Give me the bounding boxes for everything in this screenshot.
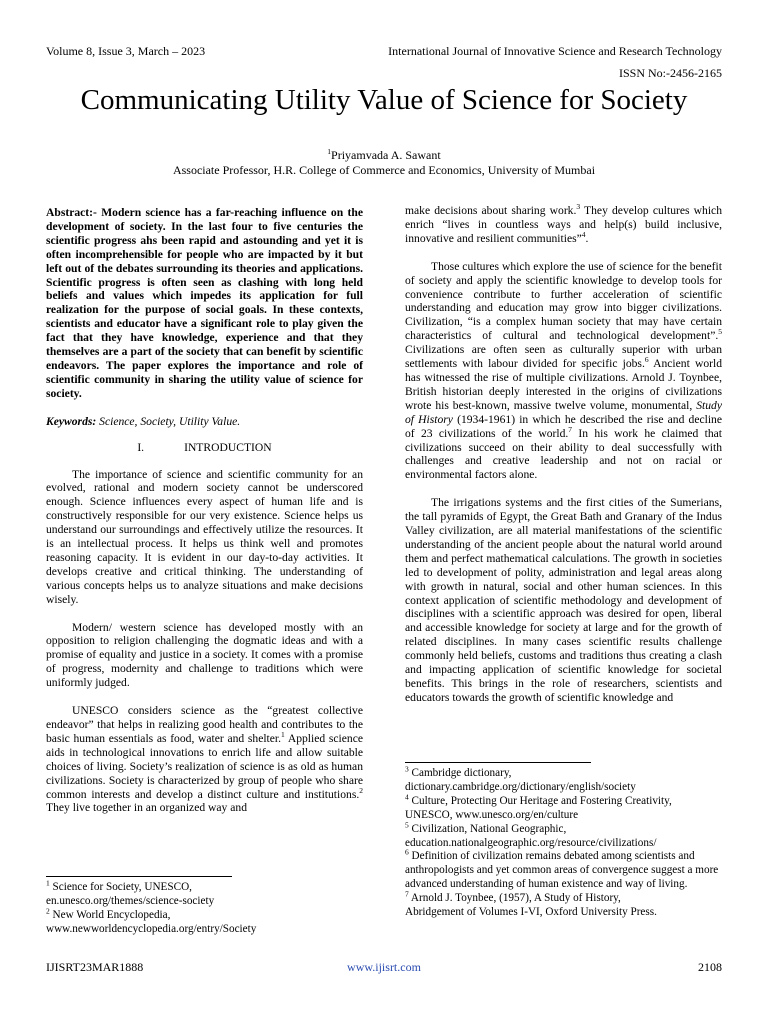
footnote-text: Arnold J. Toynbee, (1957), A Study of History, (408, 892, 621, 905)
footnote-link[interactable]: www.newworldencyclopedia.org/entry/Society (46, 922, 257, 935)
text-run: Those cultures which explore the use of science for the benefit of society and apply the scientific knowledge to develop tools for convenience contribute to further acceleration of scientific understanding and education may grow into bigger civilizations. Civilization, “is a complex human society that may have certain characteristics of cultural and technological development”. (405, 259, 722, 343)
footnote-ref-3[interactable]: 3 (576, 202, 581, 212)
civilization-paragraph (405, 260, 722, 483)
footnote-text: Culture, Protecting Our Heritage and Fostering Creativity, (408, 794, 672, 807)
book-title: Study of History (405, 398, 722, 426)
text-run: make decisions about sharing work. (405, 204, 577, 217)
author-sup: 1 (327, 147, 332, 156)
footnote-ref-1[interactable]: 1 (281, 730, 285, 740)
footnote-ref-7[interactable]: 7 (568, 424, 573, 434)
footnote-ref-4[interactable]: 4 (581, 229, 586, 239)
footnote-number: 7 (405, 889, 409, 899)
text-run: They live together in an organized way and (46, 801, 247, 815)
footnote-text: New World Encyclopedia, (49, 908, 171, 921)
footnote-text: Cambridge dictionary, (408, 767, 512, 779)
text-run: Applied science aids in technological innovations to enrich life and allow suitable choices of living. Society’s realization of science is as old as human civilizations. Society is characterized by group of people who share common interests and develop a distinct culture and institutions. (46, 731, 363, 801)
footnote-link[interactable]: en.unesco.org/themes/science-society (46, 894, 215, 907)
footer-article-id: IJISRT23MAR1888 (46, 960, 144, 974)
footer-website-link[interactable]: www.ijisrt.com (347, 960, 421, 974)
footnote-text: Science for Society, UNESCO, (49, 881, 192, 893)
author-name: Priyamvada A. Sawant (331, 148, 441, 162)
text-run: Ancient world has witnessed the rise of multiple civilizations. Arnold J. Toynbee, British historian deeply interested in the origins of civilizations wrote his best-known, massive twelve volume, monumental, (405, 357, 722, 412)
footnote-number: 3 (405, 764, 409, 774)
text-run: (1934-1961) in which he described the rise and decline of 23 civilizations of the world. (405, 412, 722, 440)
footnote-text-cont: Abridgement of Volumes I-VI, Oxford University Press. (405, 906, 657, 919)
footnote-text: Definition of civilization remains debated among scientists and anthropologists and yet common areas of convergence suggest a more advanced understanding of human existence and way of living. (405, 850, 719, 891)
section-title: INTRODUCTION (184, 440, 272, 454)
footnote-rule (46, 876, 232, 877)
footnote-link[interactable]: dictionary.cambridge.org/dictionary/english/society (405, 780, 636, 793)
keywords-label: Keywords: (46, 414, 97, 428)
text-run: UNESCO considers science as the “greatest collective endeavor” that helps in realizing good health and contributes to the basic human essentials as food, water and shelter. (46, 704, 363, 745)
footnote-ref-2[interactable]: 2 (359, 785, 363, 795)
footnote-text: Civilization, National Geographic, (408, 822, 567, 835)
author-line (0, 148, 768, 163)
footnote-link[interactable]: education.nationalgeographic.org/resource/civilizations/ (405, 836, 657, 849)
footnote-number: 2 (46, 906, 50, 916)
text-run: Civilizations are often seen as culturally superior with urban settlements with labour divided for specific jobs. (405, 343, 722, 371)
footnote (405, 847, 725, 892)
text-run: In his work he claimed that civilizations succeed on their ability to deal successfully with challenges and creative leadership and not on racial or environmental factors alone. (405, 426, 722, 482)
keywords (46, 415, 363, 429)
text-run: . (585, 231, 589, 245)
footnote (405, 889, 725, 920)
left-column (46, 206, 363, 815)
footnote (405, 764, 725, 795)
footnote-number: 6 (405, 847, 409, 857)
footnote-rule (405, 762, 591, 763)
footnote-number: 5 (405, 819, 409, 829)
footnote (405, 792, 725, 823)
footnote (46, 906, 363, 937)
footnote-number: 4 (405, 792, 409, 802)
header-volume: Volume 8, Issue 3, March – 2023 (46, 44, 206, 58)
section-heading (46, 441, 363, 455)
footnote (405, 819, 725, 851)
header-issn: ISSN No:-2456-2165 (618, 66, 722, 80)
intro-paragraph-2: Modern/ western science has developed mostly with an opposition to religion challenging the dogmatic ideas and with a promise of equality and justice in a society. It comes with a promise of progress, modernity and challenge to traditions which were uniformly judged. (46, 620, 363, 690)
footnote-ref-5[interactable]: 5 (718, 327, 722, 337)
header-journal: International Journal of Innovative Science and Research Technology (388, 44, 722, 58)
section-number: I. (137, 440, 145, 454)
irrigation-paragraph: The irrigations systems and the first cities of the Sumerians, the tall pyramids of Egypt, the Great Bath and Granary of the Indus Valley civilization, are all material manifestations of the scientific understanding of the ancient people about the natural world around them and perfect mathematical calculations. The growth in societies led to development of polity, administration and legal areas along with growth in natural, social and other human sciences. In this context application of scientific methodology and development of disciplines with a scientific approach was desired for open, liberal and accessible knowledge for society at large and for the growth of related disciplines. In many cases scientific results challenge commonly held beliefs, customs and traditions thus creating a clash and impacting application of scientific knowledge for societal benefits. This brings in the role of researchers, scientists and educators towards the growth of scientific knowledge and (405, 496, 722, 704)
continued-paragraph (405, 204, 722, 246)
footnotes-left (46, 876, 363, 937)
text-run: They develop cultures which enrich “lives in countless ways and help(s) build inclusive, innovative and resilient communities” (405, 204, 722, 245)
author-affiliation: Associate Professor, H.R. College of Commerce and Economics, University of Mumbai (172, 163, 596, 177)
abstract: Abstract:- Modern science has a far-reaching influence on the development of society. In the last four to five centuries the scientific progress ahs been rapid and astounding and yet it is often incomprehensible for people who are impacted by it but left out of the debates surrounding its theories and applications. Scientific progress is often seen as clashing with long held beliefs and values which impedes its application for full realization for the purpose of social goals. In these contexts, scientists and educator have a significant role to play given the fact that they have knowledge, experience and that they themselves are a part of the society that can benefit by scientific endeavors. The paper explores the importance and role of scientific community in sharing the utility value of science for society. (46, 206, 363, 400)
paper-title: Communicating Utility Value of Science for Society (80, 84, 688, 116)
footnote-link[interactable]: UNESCO, www.unesco.org/en/culture (405, 808, 579, 821)
footnotes-right (405, 762, 725, 920)
footer-page-number: 2108 (698, 960, 722, 974)
keywords-text: Science, Society, Utility Value. (99, 414, 241, 428)
footnote (46, 878, 363, 909)
right-column (405, 204, 722, 705)
footnote-number: 1 (46, 878, 50, 888)
intro-paragraph-1: The importance of science and scientific community for an evolved, rational and modern society cannot be underscored enough. Science influences every aspect of human life and is constructively responsible for our very existence. Science helps us understand our surroundings and effectively utilize the resources. It is an intellectual process. It helps us think well and promotes reasoning capacity. It is evident in our day-to-day activities. It develops creative and critical thinking. The understanding of various concepts helps us to analyze situations and make decisions wisely. (46, 467, 363, 606)
intro-paragraph-3 (46, 704, 363, 815)
footnote-ref-6[interactable]: 6 (644, 355, 649, 365)
